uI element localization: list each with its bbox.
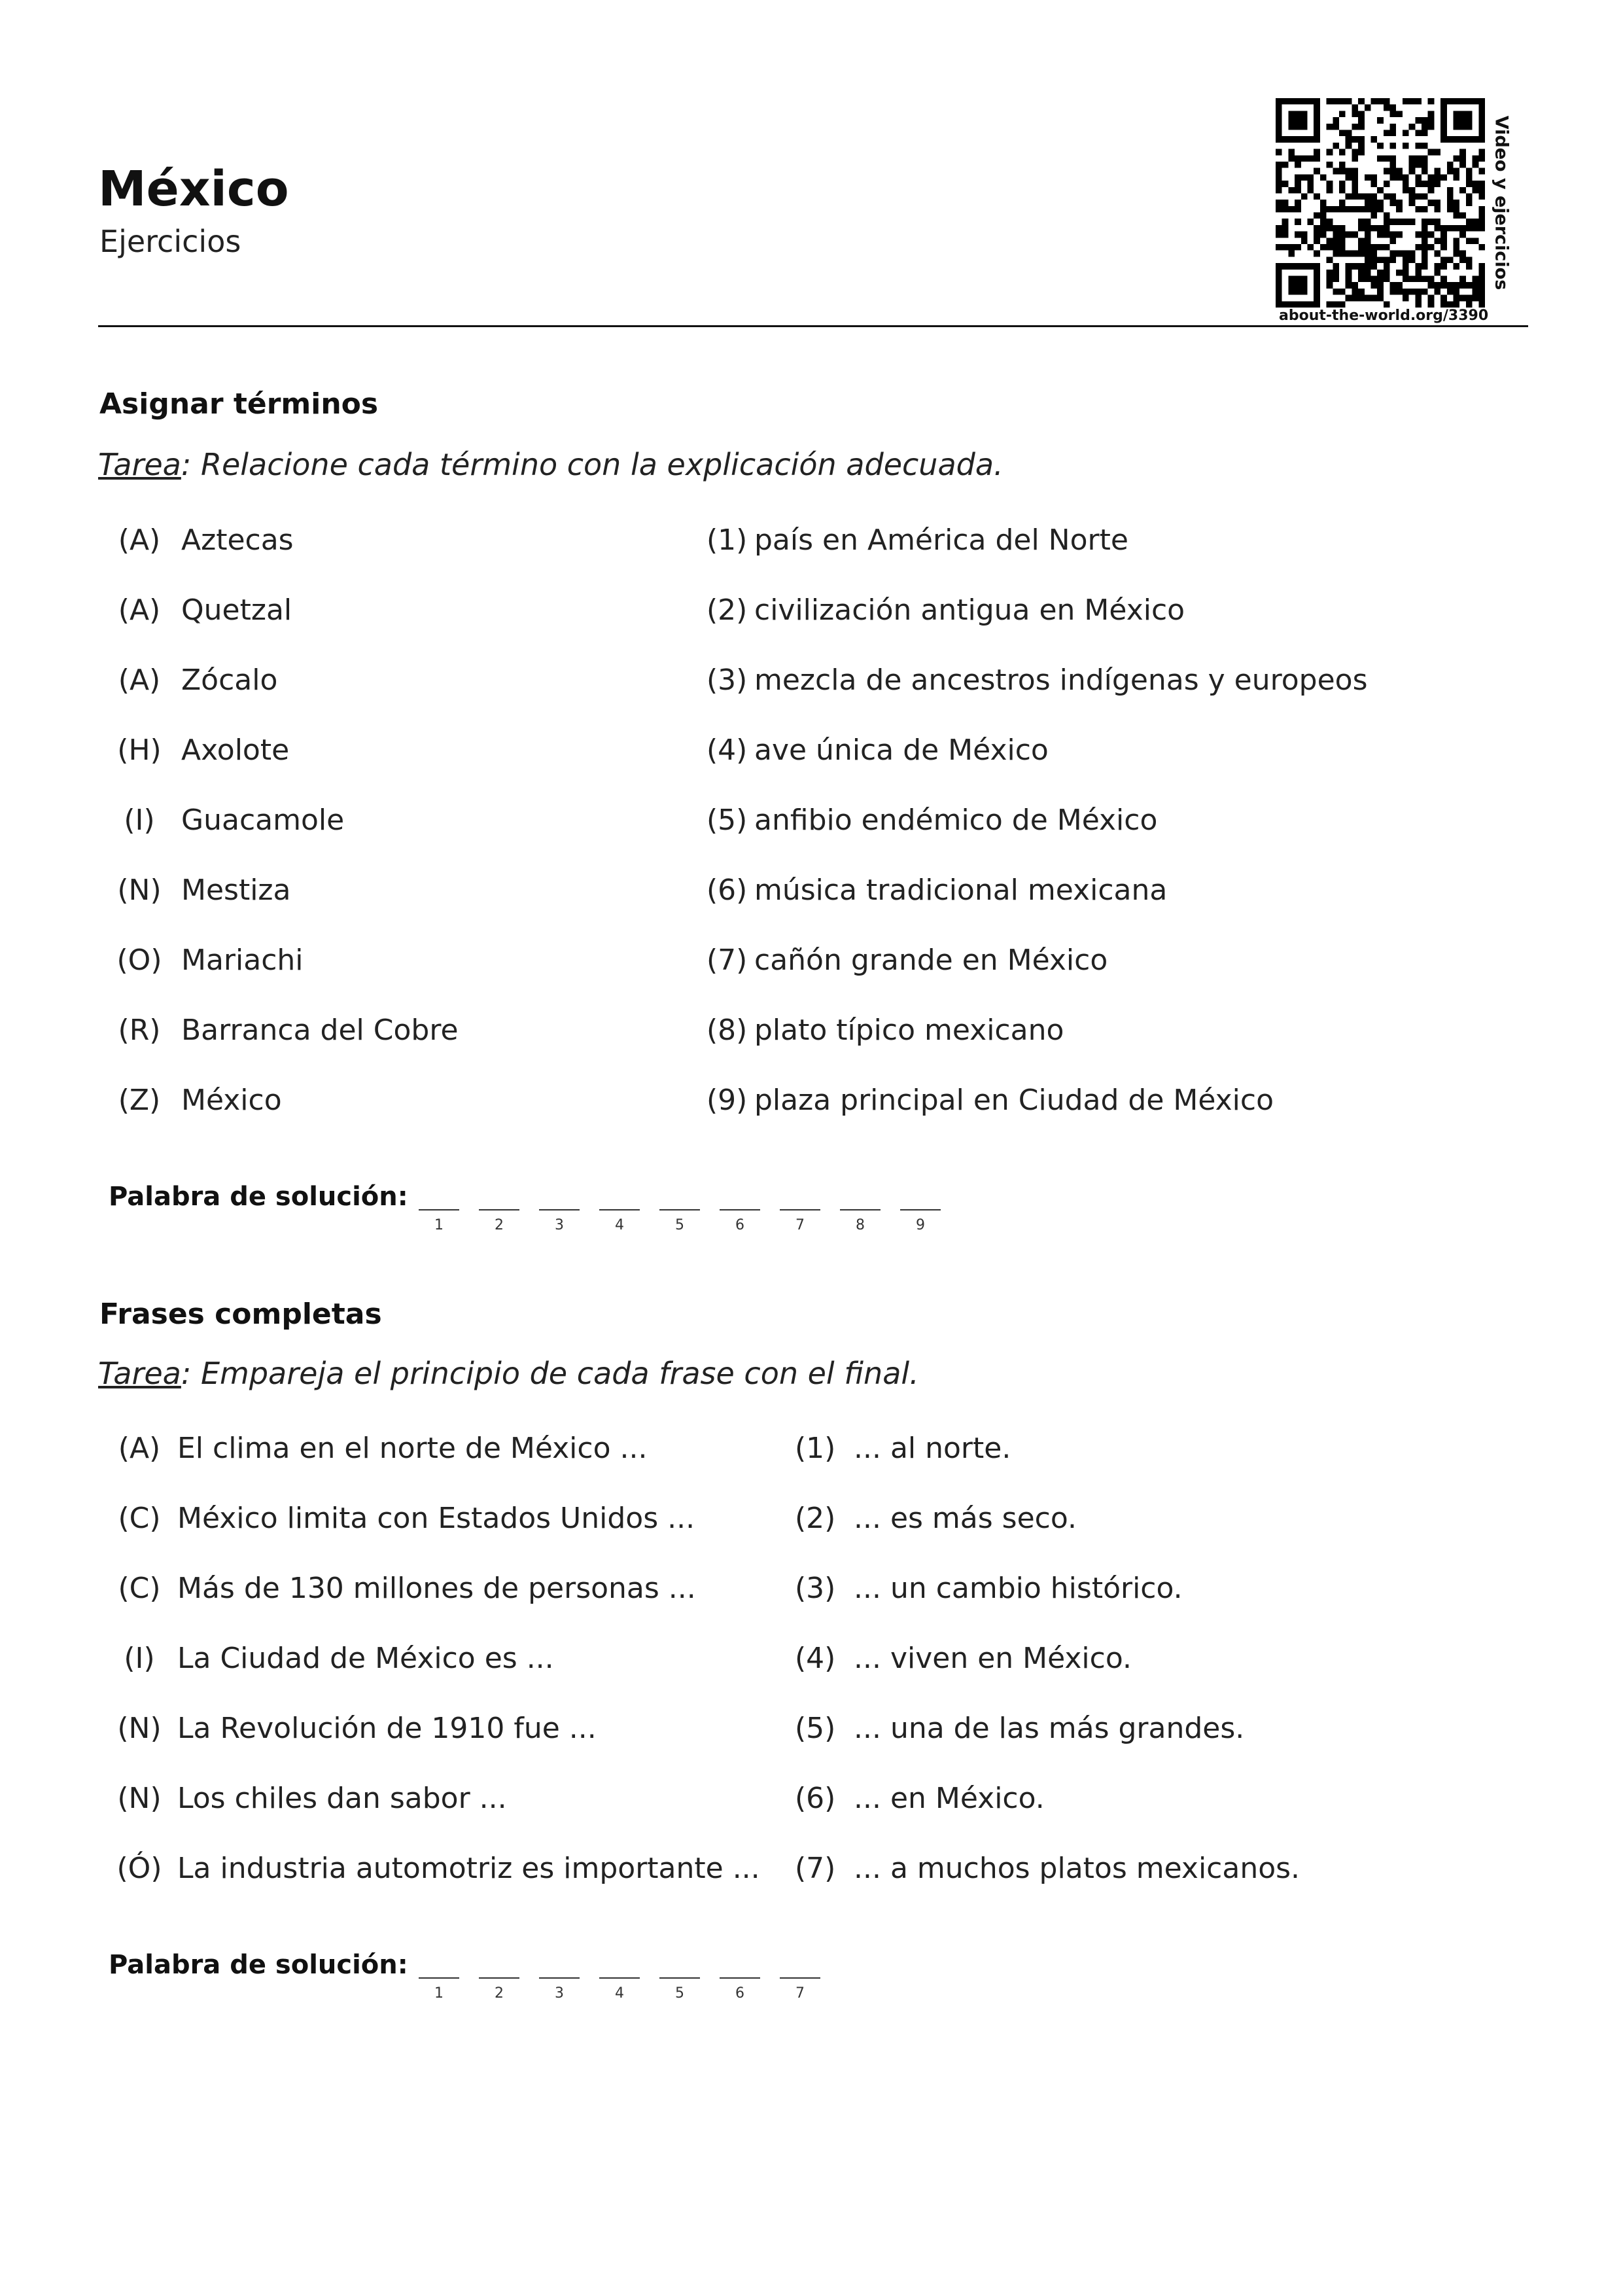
sentence-ending: ... viven en México. [854, 1642, 1132, 1675]
solution-blank-number: 3 [555, 1985, 564, 2002]
sentence-beginning: México limita con Estados Unidos ... [177, 1502, 695, 1535]
solution-blank[interactable] [539, 1209, 580, 1210]
ending-number: (3) [795, 1572, 836, 1605]
ending-number: (6) [795, 1782, 836, 1815]
solution-blank[interactable] [539, 1977, 580, 1979]
ending-number: (2) [795, 1502, 836, 1535]
definition-number: (6) [707, 874, 748, 907]
solution-blank[interactable] [599, 1209, 640, 1210]
solution-blank-number: 1 [434, 1217, 444, 1233]
task-text: : Relacione cada término con la explicación adecuada. [181, 447, 1003, 482]
sentence-beginning: Los chiles dan sabor ... [177, 1782, 507, 1815]
section1-title: Asignar términos [99, 387, 379, 421]
term-letter: (I) [124, 804, 155, 837]
sentence-letter: (C) [118, 1572, 161, 1605]
term-text: Barranca del Cobre [181, 1014, 459, 1047]
definition-text: música tradicional mexicana [754, 874, 1168, 907]
definition-text: cañón grande en México [754, 944, 1108, 977]
term-text: Axolote [181, 733, 290, 767]
solution-blank[interactable] [720, 1209, 760, 1210]
solution-blank[interactable] [659, 1977, 700, 1979]
definition-text: plato típico mexicano [754, 1014, 1064, 1047]
definition-text: ave única de México [754, 733, 1049, 767]
definition-number: (3) [707, 663, 748, 697]
solution-blank[interactable] [720, 1977, 760, 1979]
definition-text: mezcla de ancestros indígenas y europeos [754, 663, 1368, 697]
sentence-ending: ... una de las más grandes. [854, 1712, 1245, 1745]
definition-number: (5) [707, 804, 748, 837]
header-divider [98, 325, 1528, 327]
solution-blank[interactable] [479, 1977, 519, 1979]
ending-number: (7) [795, 1852, 836, 1885]
solution-blank-number: 3 [555, 1217, 564, 1233]
term-letter: (N) [117, 874, 162, 907]
definition-number: (2) [707, 593, 748, 627]
sentence-beginning: El clima en el norte de México ... [177, 1432, 648, 1465]
sentence-letter: (N) [117, 1782, 162, 1815]
section2-title: Frases completas [99, 1298, 382, 1331]
definition-text: plaza principal en Ciudad de México [754, 1084, 1274, 1117]
term-text: Quetzal [181, 593, 292, 627]
term-text: México [181, 1084, 282, 1117]
solution-blank[interactable] [419, 1977, 459, 1979]
task-label: Tarea [98, 1356, 181, 1391]
term-text: Aztecas [181, 523, 294, 557]
sentence-ending: ... es más seco. [854, 1502, 1077, 1535]
sentence-letter: (C) [118, 1502, 161, 1535]
solution-blank[interactable] [599, 1977, 640, 1979]
solution-blank[interactable] [659, 1209, 700, 1210]
solution-blank[interactable] [900, 1209, 941, 1210]
term-text: Guacamole [181, 804, 345, 837]
sentence-ending: ... al norte. [854, 1432, 1011, 1465]
section1-solution-label: Palabra de solución: [109, 1182, 408, 1212]
term-letter: (A) [118, 593, 161, 627]
section2-solution-label: Palabra de solución: [109, 1950, 408, 1980]
definition-number: (4) [707, 733, 748, 767]
solution-blank[interactable] [840, 1209, 881, 1210]
sentence-beginning: La industria automotriz es importante ... [177, 1852, 760, 1885]
solution-blank-number: 5 [675, 1217, 684, 1233]
ending-number: (1) [795, 1432, 836, 1465]
term-letter: (Z) [118, 1084, 161, 1117]
solution-blank[interactable] [780, 1209, 820, 1210]
term-letter: (O) [116, 944, 162, 977]
task-text: : Empareja el principio de cada frase con el final. [181, 1356, 919, 1391]
ending-number: (4) [795, 1642, 836, 1675]
ending-number: (5) [795, 1712, 836, 1745]
term-letter: (A) [118, 663, 161, 697]
term-letter: (A) [118, 523, 161, 557]
sentence-letter: (A) [118, 1432, 161, 1465]
page-title: México [98, 161, 289, 217]
section2-task [98, 1356, 919, 1391]
definition-text: país en América del Norte [754, 523, 1128, 557]
task-label: Tarea [98, 447, 181, 482]
term-text: Zócalo [181, 663, 278, 697]
solution-blank[interactable] [479, 1209, 519, 1210]
term-letter: (R) [118, 1014, 161, 1047]
solution-blank-number: 1 [434, 1985, 444, 2002]
solution-blank-number: 5 [675, 1985, 684, 2002]
solution-blank-number: 2 [495, 1217, 504, 1233]
sentence-letter: (N) [117, 1712, 162, 1745]
sentence-beginning: Más de 130 millones de personas ... [177, 1572, 696, 1605]
term-text: Mariachi [181, 944, 304, 977]
solution-blank-number: 6 [735, 1217, 744, 1233]
solution-blank-number: 6 [735, 1985, 744, 2002]
sentence-ending: ... a muchos platos mexicanos. [854, 1852, 1300, 1885]
solution-blank[interactable] [419, 1209, 459, 1210]
solution-blank-number: 4 [615, 1217, 624, 1233]
definition-text: anfibio endémico de México [754, 804, 1158, 837]
solution-blank-number: 4 [615, 1985, 624, 2002]
solution-blank-number: 8 [856, 1217, 865, 1233]
solution-blank[interactable] [780, 1977, 820, 1979]
sentence-beginning: La Revolución de 1910 fue ... [177, 1712, 597, 1745]
sentence-ending: ... un cambio histórico. [854, 1572, 1183, 1605]
definition-number: (7) [707, 944, 748, 977]
definition-text: civilización antigua en México [754, 593, 1185, 627]
section1-task [98, 447, 1003, 482]
solution-blank-number: 7 [795, 1985, 805, 2002]
qr-code-icon[interactable] [1276, 98, 1485, 308]
solution-blank-number: 7 [795, 1217, 805, 1233]
sentence-letter: (I) [124, 1642, 155, 1675]
sentence-beginning: La Ciudad de México es ... [177, 1642, 554, 1675]
sentence-letter: (Ó) [116, 1852, 162, 1885]
definition-number: (1) [707, 523, 748, 557]
term-text: Mestiza [181, 874, 291, 907]
page-subtitle: Ejercicios [99, 224, 241, 259]
definition-number: (9) [707, 1084, 748, 1117]
qr-url[interactable]: about-the-world.org/3390 [1279, 308, 1489, 324]
definition-number: (8) [707, 1014, 748, 1047]
solution-blank-number: 9 [916, 1217, 925, 1233]
qr-side-label: Video y ejercicios [1491, 115, 1512, 291]
term-letter: (H) [117, 733, 162, 767]
sentence-ending: ... en México. [854, 1782, 1045, 1815]
solution-blank-number: 2 [495, 1985, 504, 2002]
